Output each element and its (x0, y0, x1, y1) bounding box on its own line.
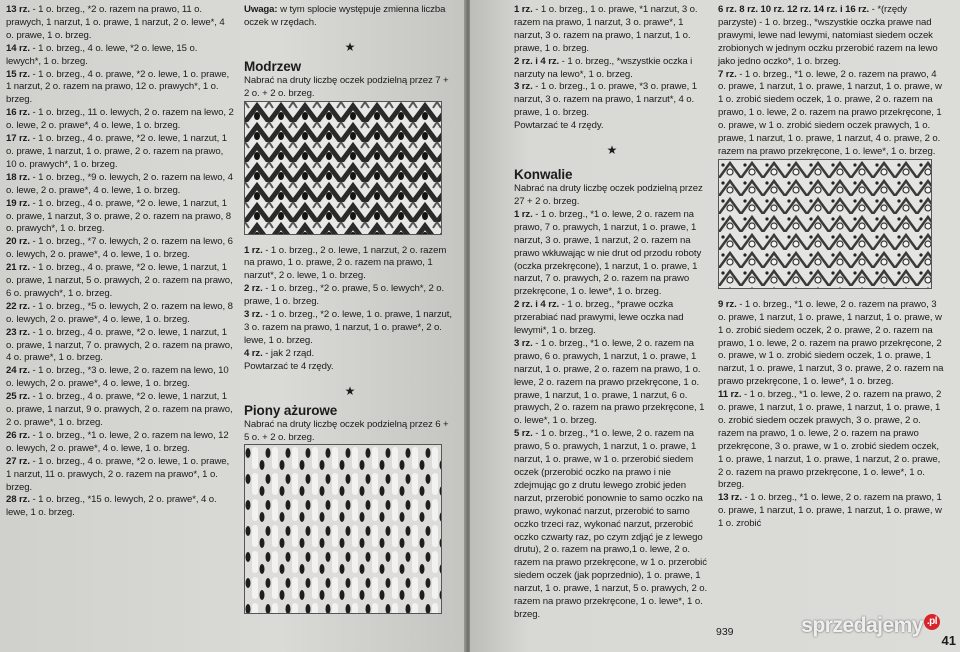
watermark-badge: .pl (924, 614, 940, 630)
row-instruction: 26 rz. - 1 o. brzeg., *1 o. lewe, 2 o. razem na lewo, 12 o. lewych, 2 o. prawe*, 4 o. lewe, 1 o. brzeg. (6, 429, 229, 454)
row-instruction: 1 rz. - 1 o. brzeg., 2 o. lewe, 1 narzut, 2 o. razem na prawo, 1 o. prawe, 2 o. razem na prawo, 1 narzut*, 2 o. lewe, 1 o. brzeg. (244, 244, 447, 282)
row-instruction: 13 rz. - 1 o. brzeg., *2 o. razem na prawo, 11 o. prawych, 1 narzut, 1 o. prawe, 1 narzut, 2 o. lewe*, 4 o. prawe, 1 o. brzeg. (6, 4, 225, 41)
left-page (0, 0, 466, 652)
row-instruction: 18 rz. - 1 o. brzeg., *9 o. lewych, 2 o. razem na lewo, 4 o. lewe, 2 o. prawe*, 4 o. lewe, 1 o. brzeg. (6, 171, 233, 196)
row-instruction: 3 rz. - 1 o. brzeg., 1 o. prawe, *3 o. prawe, 1 narzut, 3 o. razem na prawo, 1 narzut*, 4 o. prawe, 1 o. brzeg. (514, 81, 698, 119)
left-column-1 (6, 4, 234, 520)
section-intro: Nabrać na druty liczbę oczek podzielną przez 7 + 2 o. + 2 o. brzeg. (244, 74, 449, 99)
section-title-konwalie: Konwalie (514, 167, 573, 183)
row-instruction: 2 rz. i 4 rz. - 1 o. brzeg., *wszystkie oczka i narzuty na lewo*, 1 o. brzeg. (514, 55, 693, 80)
knit-photo-konwalie (718, 159, 932, 289)
row-instruction: 16 rz. - 1 o. brzeg., 11 o. lewych, 2 o. razem na lewo, 2 o. lewe, 2 o. prawe*, 4 o. lewe, 1 o. brzeg. (6, 107, 234, 132)
row-instruction: 9 rz. - 1 o. brzeg., *1 o. lewe, 2 o. razem na prawo, 3 o. prawe, 1 narzut, 1 o. prawe, 1 narzut, 1 o. prawe, w 1 o. zrobić siedem oczek, 2 o. prawe, 2 o. razem na prawo, 1 o. lewe, 2 o. razem na prawo przekręcone, 2 o. prawe, w 1 o. zrobić siedem oczek, 1 o. prawe, 1 narzut, 1 o. prawe, 1 narzut, 3 o. prawe, 2 o. razem na prawo przekręcone, 1 o. lewe*, 1 o. brzeg. (718, 298, 944, 388)
row-instruction: 23 rz. - 1 o. brzeg., 4 o. prawe, *2 o. lewe, 1 narzut, 1 o. prawe, 1 narzut, 7 o. prawych, 2 o. razem na prawo, 4 o. prawe*, 1 o. brzeg. (6, 326, 233, 364)
section-title-modrzew: Modrzew (244, 58, 302, 74)
row-instruction: 21 rz. - 1 o. brzeg., 4 o. prawe, *2 o. lewe, 1 narzut, 1 o. prawe, 1 narzut, 5 o. prawych, 2 o. razem na prawo, 6 o. prawych*, 1 o. brzeg. (6, 262, 233, 299)
section-intro: Nabrać na druty liczbę oczek podzielną przez 6 + 5 o. + 2 o. brzeg. (244, 418, 449, 443)
section-title-piony: Piony ażurowe (244, 402, 338, 418)
repeat-note: Powtarzać te 4 rzędy. (244, 360, 334, 372)
repeat-note: Powtarzać te 4 rzędy. (514, 120, 604, 132)
right-column-1 (514, 4, 710, 622)
right-column-2 (718, 4, 946, 531)
watermark-text: sprzedajemy (801, 614, 923, 637)
row-instruction: 24 rz. - 1 o. brzeg., *3 o. lewe, 2 o. razem na lewo, 10 o. lewych, 2 o. prawe*, 4 o. lewe, 1 o. brzeg. (6, 365, 229, 390)
left-column-2 (244, 4, 456, 619)
knit-photo-piony (244, 444, 442, 614)
row-instruction: 25 rz. - 1 o. brzeg., 4 o. prawe, *2 o. lewe, 1 narzut, 1 o. prawe, 1 narzut, 9 o. prawych, 2 o. razem na prawo, 2 o. prawe*, 1 o. brzeg. (6, 391, 233, 428)
pattern-note: Uwaga: w tym splocie występuje zmienna liczba oczek w rzędach. (244, 4, 446, 28)
row-instruction: 7 rz. - 1 o. brzeg., *1 o. lewe, 2 o. razem na prawo, 4 o. prawe, 1 narzut, 1 o. prawe, 1 narzut, 1 o. prawe, w 1 o. zrobić siedem oczek, 1 o. prawe, 2 o. razem na prawo, 1 o. lewe, 2 o. razem na prawo przekręcone, 1 o. prawe, w 1 o. zrobić siedem oczek prawych, 1 o. prawe, 1 narzut, 1 o. prawe, 1 narzut, 4 o. prawe, 2 o. razem na prawo przekręcone, 1 o. lewe*, 1 o. brzeg. (718, 68, 942, 157)
row-instruction: 19 rz. - 1 o. brzeg., 4 o. prawe, *2 o. lewe, 1 narzut, 1 o. prawe, 1 narzut, 3 o. prawe, 2 o. razem na prawo, 8 o. prawych*, 1 o. brzeg. (6, 197, 231, 235)
row-instruction: 22 rz. - 1 o. brzeg., *5 o. lewych, 2 o. razem na lewo, 8 o. lewych, 2 o. prawe*, 4 o. lewe, 1 o. brzeg. (6, 300, 233, 325)
knit-photo-modrzew (244, 101, 442, 235)
row-instruction: 28 rz. - 1 o. brzeg., *15 o. lewych, 2 o. prawe*, 4 o. lewe, 1 o. brzeg. (6, 494, 217, 519)
footer-number: 939 (716, 626, 734, 638)
row-instruction: 1 rz. - 1 o. brzeg., *1 o. lewe, 2 o. razem na prawo, 7 o. prawych, 1 narzut, 1 o. prawe, 1 narzut, 3 o. prawe, 1 narzut, 2 o. razem na prawo wkłuwając w nie drut od przodu roboty (oczka przekręcone), 1 narzut, 1 o. prawe, 1 narzut, 7 o. prawych, 2 o. razem na prawo przekręcone, 1 o. lewe*, 1 o. brzeg. (514, 208, 702, 298)
row-instruction: 17 rz. - 1 o. brzeg., 4 o. prawe, *2 o. lewe, 1 narzut, 1 o. prawe, 1 narzut, 1 o. prawe, 2 o. razem na prawo, 10 o. prawych*, 1 o. brzeg. (6, 133, 227, 170)
row-instruction: 2 rz. i 4 rz. - 1 o. brzeg., *prawe oczka przerabiać nad prawymi, lewe oczka nad lewymi*, 1 o. brzeg. (514, 299, 684, 337)
row-instruction: 4 rz. - jak 2 rząd. (244, 347, 315, 359)
star-divider-icon: ★ (344, 39, 356, 54)
row-instruction: 13 rz. - 1 o. brzeg., *1 o. lewe, 2 o. razem na prawo, 1 o. prawe, 1 narzut, 1 o. prawe, 1 narzut, 1 o. prawe, w 1 o. zrobić (718, 492, 942, 530)
star-divider-icon: ★ (344, 383, 356, 398)
row-instruction: 3 rz. - 1 o. brzeg., *2 o. lewe, 1 o. prawe, 1 narzut, 3 o. razem na prawo, 1 narzut, 1 o. prawe*, 2 o. lewe, 1 o. brzeg. (244, 309, 452, 346)
row-instruction: 3 rz. - 1 o. brzeg., *1 o. lewe, 2 o. razem na prawo, 6 o. prawych, 1 narzut, 1 o. prawe, 1 narzut, 1 o. prawe, 2 o. razem na prawo, 1 o. lewe, 2 o. razem na prawo przekręcone, 1 o. prawe, 1 narzut, 1 o. prawe, 1 narzut, 6 o. prawych, 2 o. razem na prawo przekręcone, 1 o. lewe*, 1 o. brzeg. (514, 337, 705, 427)
row-instruction: 14 rz. - 1 o. brzeg., 4 o. lewe, *2 o. lewe, 15 o. lewych*, 1 o. brzeg. (6, 42, 198, 67)
row-instruction: 20 rz. - 1 o. brzeg., *7 o. lewych, 2 o. razem na lewo, 6 o. lewych, 2 o. prawe*, 4 o. lewe, 1 o. brzeg. (6, 236, 233, 261)
row-instruction: 1 rz. - 1 o. brzeg., 1 o. prawe, *1 narzut, 3 o. razem na prawo, 1 narzut, 3 o. prawe*, 1 narzut, 3 o. razem na prawo, 1 narzut, 1 o. prawe, 1 o. brzeg. (514, 4, 698, 54)
row-instruction: 2 rz. - 1 o. brzeg., *2 o. prawe, 5 o. lewych*, 2 o. prawe, 1 o. brzeg. (244, 283, 445, 308)
star-divider-icon: ★ (606, 143, 618, 158)
row-instruction: 11 rz. - 1 o. brzeg., *1 o. lewe, 2 o. razem na prawo, 2 o. prawe, 1 narzut, 1 o. prawe, 1 narzut, 1 o. prawe, 1 o. zrobić siedem oczek prawych, 3 o. prawe, 2 o. razem na prawo, 1 o. lewe, 2 o. razem na prawo przekręcone, 3 o. prawe, w 1 o. zrobić siedem oczek, 1 o. prawe, 1 narzut, 1 o. prawe, 1 narzut, 2 o. prawe, 2 o. razem na prawo przekręcone, 1 o. lewe*, 1 o. brzeg. (718, 389, 942, 491)
right-page (470, 0, 960, 652)
page-number: 41 (941, 633, 956, 648)
watermark-logo (801, 614, 940, 638)
row-instruction: 27 rz. - 1 o. brzeg., 4 o. prawe, *2 o. lewe, 1 o. prawe, 1 narzut, 11 o. prawych, 2 o. razem na prawo*, 1 o. brzeg. (6, 455, 230, 493)
row-instruction: 15 rz. - 1 o. brzeg., 4 o. prawe, *2 o. lewe, 1 o. prawe, 1 narzut, 2 o. razem na prawo, 12 o. prawych*, 1 o. brzeg. (6, 68, 230, 106)
row-instruction: 6 rz. 8 rz. 10 rz. 12 rz. 14 rz. i 16 rz. - *(rzędy parzyste) - 1 o. brzeg., *wszystkie oczka prawe nad prawymi, lewe nad lewymi, natomiast siedem oczek zrobionych w jednym oczku przerobić razem na lewo jako jedno oczko*, 1 o. brzeg. (718, 4, 938, 67)
section-intro: Nabrać na druty liczbę oczek podzielną przez 27 + 2 o. brzeg. (514, 183, 703, 207)
row-instruction: 5 rz. - 1 o. brzeg., *1 o. lewe, 2 o. razem na prawo, 5 o. prawych, 1 narzut, 1 o. prawe, 1 narzut, 1 o. prawe, w 1 o. przerobić siedem oczek (przerobić oczko na prawo i nie zdejmując go z drutu lewego zrobić jeden narzut, przerobić ponownie to samo oczko na prawo, wykonać narzut, przerobić to samo oczko trzeci raz, wykonać narzut, przerobić oczko czwarty raz, po czym zdjąć je z lewego drutu), 2 o. razem na prawo,1 o. lewe, 2 o. razem na prawo przekręcone, w 1 o. przerobić siedem oczek (jak poprzednio), 1 o. prawe, 1 narzut, 1 o. prawe, 1 narzut, 5 o. prawych, 2 o. razem na prawo przekręcone, 1 o. lewe*, 1 o. brzeg. (514, 428, 708, 620)
